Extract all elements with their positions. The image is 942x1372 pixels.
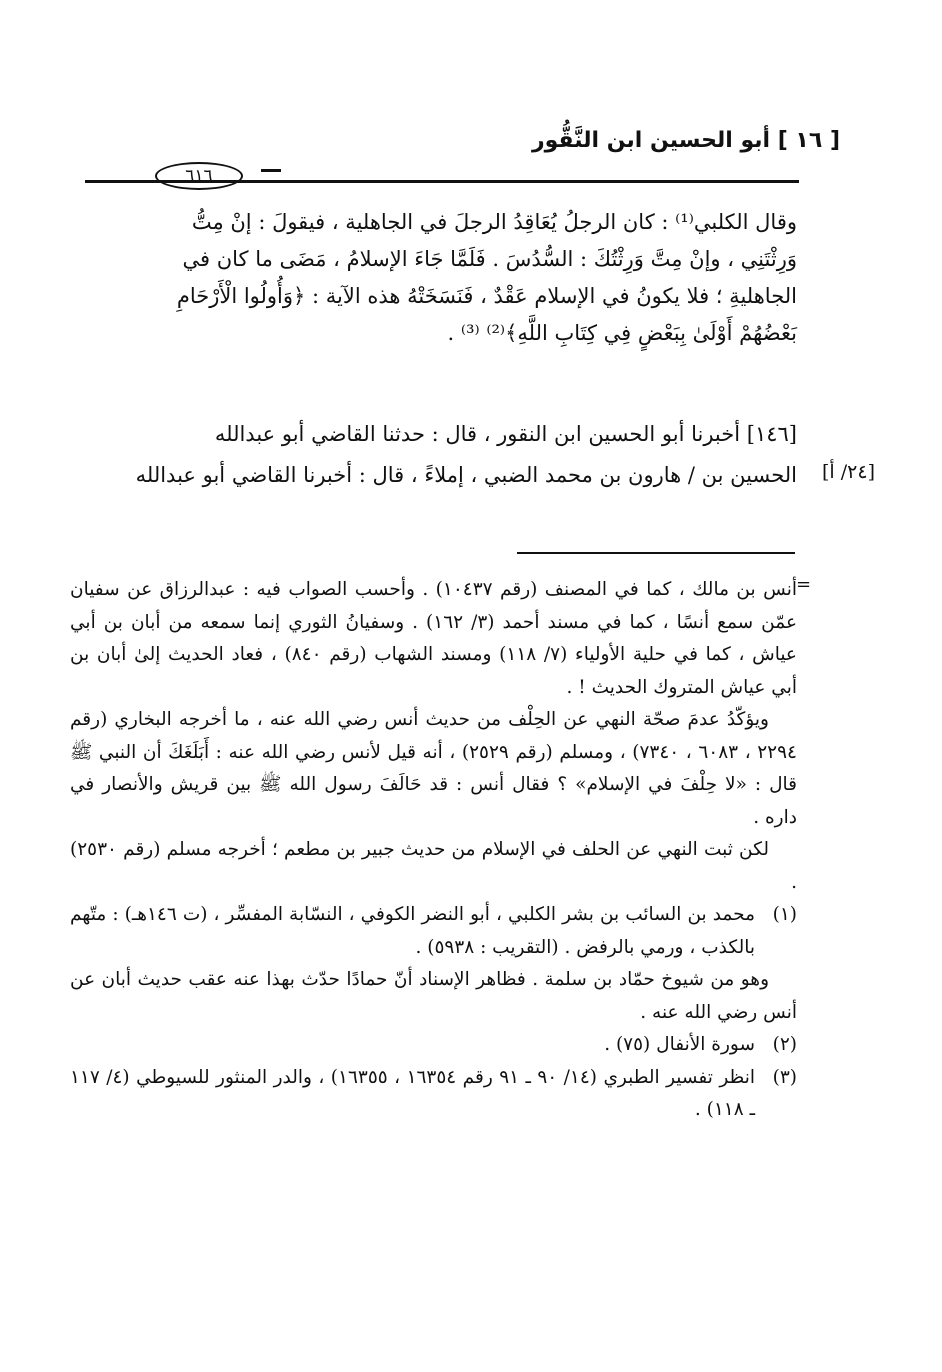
footnote-number: (٣) <box>772 1066 797 1088</box>
footnotes <box>70 574 797 1127</box>
continuation-mark: = <box>796 574 812 595</box>
hadith-line: الحسين بن / هارون بن محمد الضبي ، إملاءً ، قال : أخبرنا القاضي أبو عبدالله <box>135 463 797 487</box>
footnote-text: وهو من شيوخ حمّاد بن سلمة . فظاهر الإسناد أنّ حمادًا حدّث بهذا عنه عقب حديث أبان عن أنس رضي الله عنه . <box>70 969 797 1023</box>
main-text-line: بَعْضُهُمْ أَوْلَىٰ بِبَعْضٍ فِي كِتَابِ اللَّهِ﴾⁽²⁾ ⁽³⁾ . <box>447 321 797 345</box>
manuscript-folio-ref: [٢٤/ أ] <box>822 461 875 483</box>
main-text-line: وقال الكلبي⁽¹⁾ : كان الرجلُ يُعَاقِدُ الرجلَ في الجاهلية ، فيقولَ : إنْ مِتُّ <box>191 210 797 234</box>
footnote-number: (٢) <box>772 1034 797 1055</box>
footnote-separator <box>517 552 795 554</box>
running-header-title: [ ١٦ ] أبو الحسين ابن النَّقُّور <box>531 128 840 153</box>
ornament-bars <box>261 169 281 183</box>
footnote-continuation: ويؤكّدُ عدمَ صحّة النهي عن الحِلْف من حديث أنس رضي الله عنه ، ما أخرجه البخاري (رقم ٢٢٩٤ ، ٦٠٨٣ ، ٧٣٤٠) ، ومسلم (رقم ٢٥٢٩) ، أنه قيل لأنس رضي الله عنه : أَبَلَغَكَ أن النبي ﷺ قال : «لا حِلْفَ في الإسلام» ؟ فقال أنس : قد حَالَفَ رسول الله ﷺ بين قريش والأنصار في داره . <box>70 709 797 828</box>
footnote-1 <box>70 899 797 1029</box>
footnote-text: انظر تفسير الطبري (١٤/ ٩٠ ـ ٩١ رقم ١٦٣٥٤ ، ١٦٣٥٥) ، والدر المنثور للسيوطي (٤/ ١١٧ ـ ١١٨) . <box>70 1066 756 1120</box>
main-text <box>75 204 797 352</box>
footnote-3 <box>70 1062 797 1127</box>
page-number-badge <box>155 162 281 190</box>
footnote-continuation: أنس بن مالك ، كما في المصنف (رقم ١٠٤٣٧) . وأحسب الصواب فيه : عبدالرزاق عن سفيان عمّن سمع أنسًا ، كما في مسند أحمد (٣/ ١٦٢) . وسفيانُ الثوري إنما سمعه من أبان بن أبي عياش ، كما في حلية الأولياء (٧/ ١١٨) ومسند الشهاب (رقم ٨٤٠) ، فعاد الحديث إلىٰ أبان بن أبي عياش المتروك الحديث ! . <box>70 579 797 698</box>
footnote-text: سورة الأنفال (٧٥) . <box>604 1034 755 1055</box>
page-number: ٦١٦ <box>155 162 243 190</box>
main-text-line: الجاهليةِ ؛ فلا يكونُ في الإسلام عَقْدٌ ، فَنَسَخَتْهُ هذه الآية : ﴿وَأُولُوا الْأَرْحَامِ <box>176 284 797 308</box>
footnote-text: محمد بن السائب بن بشر الكلبي ، أبو النضر الكوفي ، النسّابة المفسِّر ، (ت ١٤٦هـ) : متّهم بالكذب ، ورمي بالرفض . (التقريب : ٥٩٣٨) . <box>70 904 755 958</box>
footnote-number: (١) <box>772 904 797 925</box>
footnote-continuation: لكن ثبت النهي عن الحلف في الإسلام من حديث جبير بن مطعم ؛ أخرجه مسلم (رقم ٢٥٣٠) . <box>70 839 797 893</box>
hadith-line: [١٤٦] أخبرنا أبو الحسين ابن النقور ، قال : حدثنا القاضي أبو عبدالله <box>214 422 797 446</box>
main-text-line: وَرِثْتَنِي ، وإنْ مِتَّ وَرِثْتُكَ : السُّدُسَ . فَلَمَّا جَاءَ الإسلامُ ، مَضَى ما كان في <box>182 247 797 271</box>
footnote-2 <box>70 1029 797 1062</box>
hadith-block <box>75 414 797 496</box>
